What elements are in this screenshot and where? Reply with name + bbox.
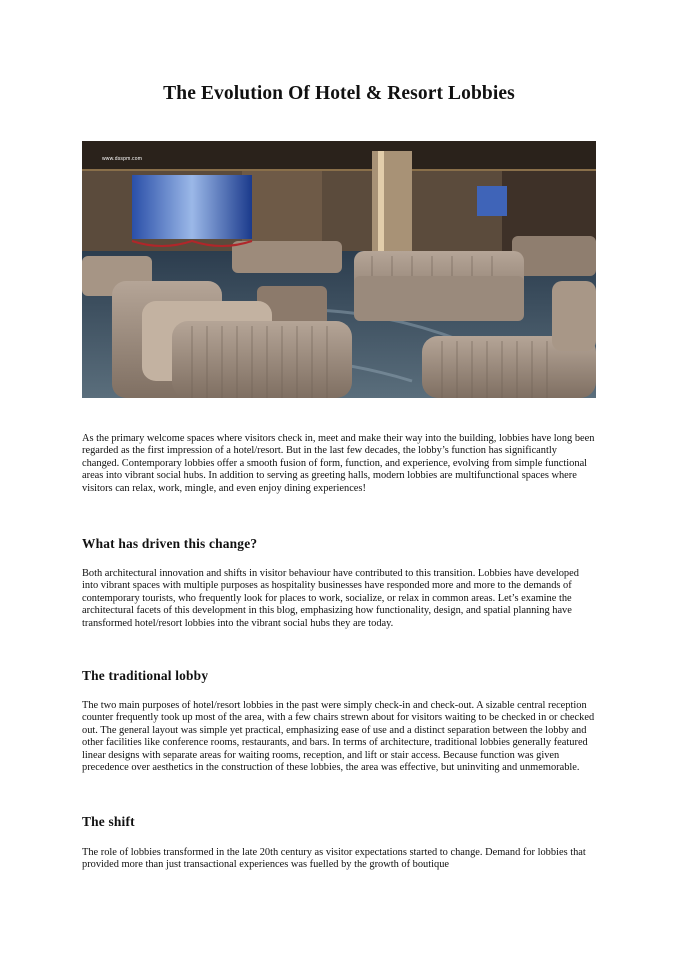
lobby-illustration [82,141,596,398]
image-watermark: www.dsspm.com [102,156,143,162]
section-body-what-has-driven: Both architectural innovation and shifts in visitor behaviour have contributed to this transition. Lobbies have developed into vibrant spaces with multiple purposes as hospitality businesses have responded more and more to the demands of contemporary tourists, who frequently look for places to work, socialize, or relax in common areas. Let’s examine the architectural facets of this development in this blog, emphasizing how functionality, design, and spatial planning have transformed hotel/resort lobbies into the vibrant social hubs they are today. [82,568,579,629]
section-body-traditional-lobby: The two main purposes of hotel/resort lobbies in the past were simply check-in and check-out. A sizable central reception counter frequently took up most of the area, with a few chairs strewn about for visitors waiting to be checked in or checked out. The general layout was simple yet practical, emphasizing ease of use and a distinct separation between the lobby and other facilities like conference rooms, restaurants, and bars. In terms of architecture, traditional lobbies generally featured linear designs with separate areas for waiting rooms, reception, and lift or stair access. Because function was given precedence over aesthetics in the construction of these lobbies, the area was effective, but uninviting and unmemorable. [82,700,595,774]
section-heading-what-has-driven: What has driven this change? [82,536,258,551]
intro-paragraph: As the primary welcome spaces where visitors check in, meet and make their way into the building, lobbies have long been regarded as the first impression of a hotel/resort. But in the last few decades, the lobby’s function has significantly changed. Contemporary lobbies offer a smooth fusion of form, function, and experience, evolving from simple functional areas into vibrant social hubs. In addition to serving as greeting halls, modern lobbies are multifunctional spaces where visitors can relax, work, mingle, and even enjoy dining experiences! [82,433,595,494]
section-heading-traditional-lobby: The traditional lobby [82,668,209,683]
section-body-the-shift: The role of lobbies transformed in the late 20th century as visitor expectations started to change. Demand for lobbies that provided more than just transactional experiences was fuelled by the growth of boutique [82,847,586,871]
page-title: The Evolution Of Hotel & Resort Lobbies [163,83,515,104]
hotel-lobby-photo [82,141,596,398]
section-heading-the-shift: The shift [82,814,135,829]
